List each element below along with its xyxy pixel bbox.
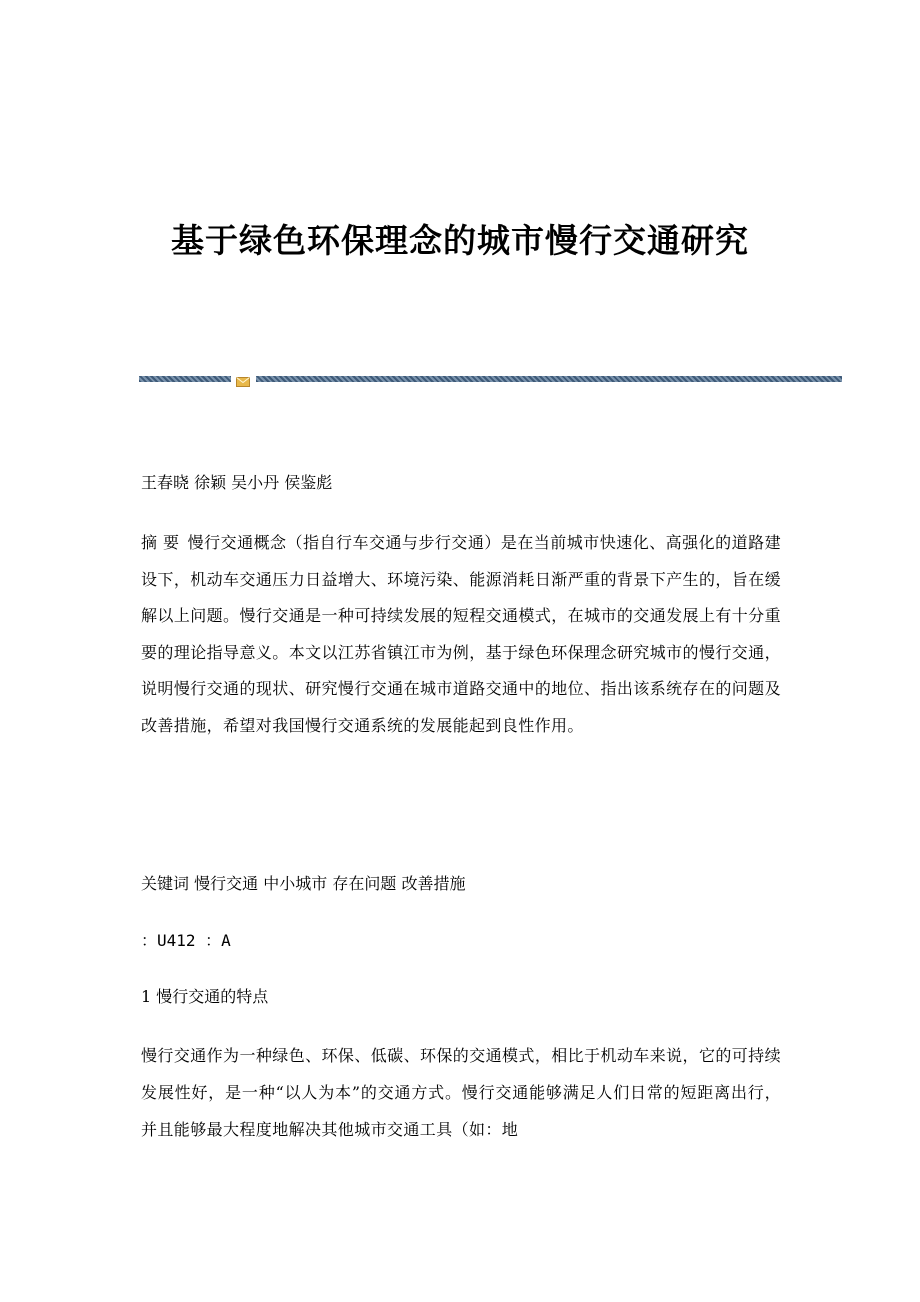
classification-codes: ：U412 ：A bbox=[141, 931, 231, 950]
keyword-item: 中小城市 bbox=[263, 874, 328, 893]
author-list: 王春晓 徐颖 吴小丹 侯鉴彪 bbox=[141, 473, 333, 492]
divider-bar-left bbox=[139, 376, 231, 382]
document-title: 基于绿色环保理念的城市慢行交通研究 bbox=[171, 221, 749, 260]
body-paragraph: 慢行交通作为一种绿色、环保、低碳、环保的交通模式，相比于机动车来说，它的可持续发展性好，是一种“以人为本”的交通方式。慢行交通能够满足人们日常的短距离出行，并且能够最大程度地解决其他城市交通工具（如：地 bbox=[141, 1046, 781, 1139]
abstract bbox=[141, 525, 781, 744]
envelope-emblem-icon bbox=[236, 373, 250, 385]
keywords bbox=[141, 872, 781, 896]
abstract-label: 摘 要 bbox=[141, 533, 180, 552]
keywords-label: 关键词 bbox=[141, 874, 190, 893]
keyword-item: 存在问题 bbox=[332, 874, 397, 893]
keyword-item: 改善措施 bbox=[401, 874, 466, 893]
divider-bar-right bbox=[256, 376, 842, 382]
title-divider bbox=[139, 373, 842, 385]
section-heading: 1 慢行交通的特点 bbox=[141, 987, 269, 1006]
abstract-text: 慢行交通概念（指自行车交通与步行交通）是在当前城市快速化、高强化的道路建设下，机动车交通压力日益增大、环境污染、能源消耗日渐严重的背景下产生的，旨在缓解以上问题。慢行交通是一种可持续发展的短程交通模式，在城市的交通发展上有十分重要的理论指导意义。本文以江苏省镇江市为例，基于绿色环保理念研究城市的慢行交通，说明慢行交通的现状、研究慢行交通在城市道路交通中的地位、指出该系统存在的问题及改善措施，希望对我国慢行交通系统的发展能起到良性作用。 bbox=[141, 533, 781, 735]
keyword-item: 慢行交通 bbox=[194, 874, 259, 893]
